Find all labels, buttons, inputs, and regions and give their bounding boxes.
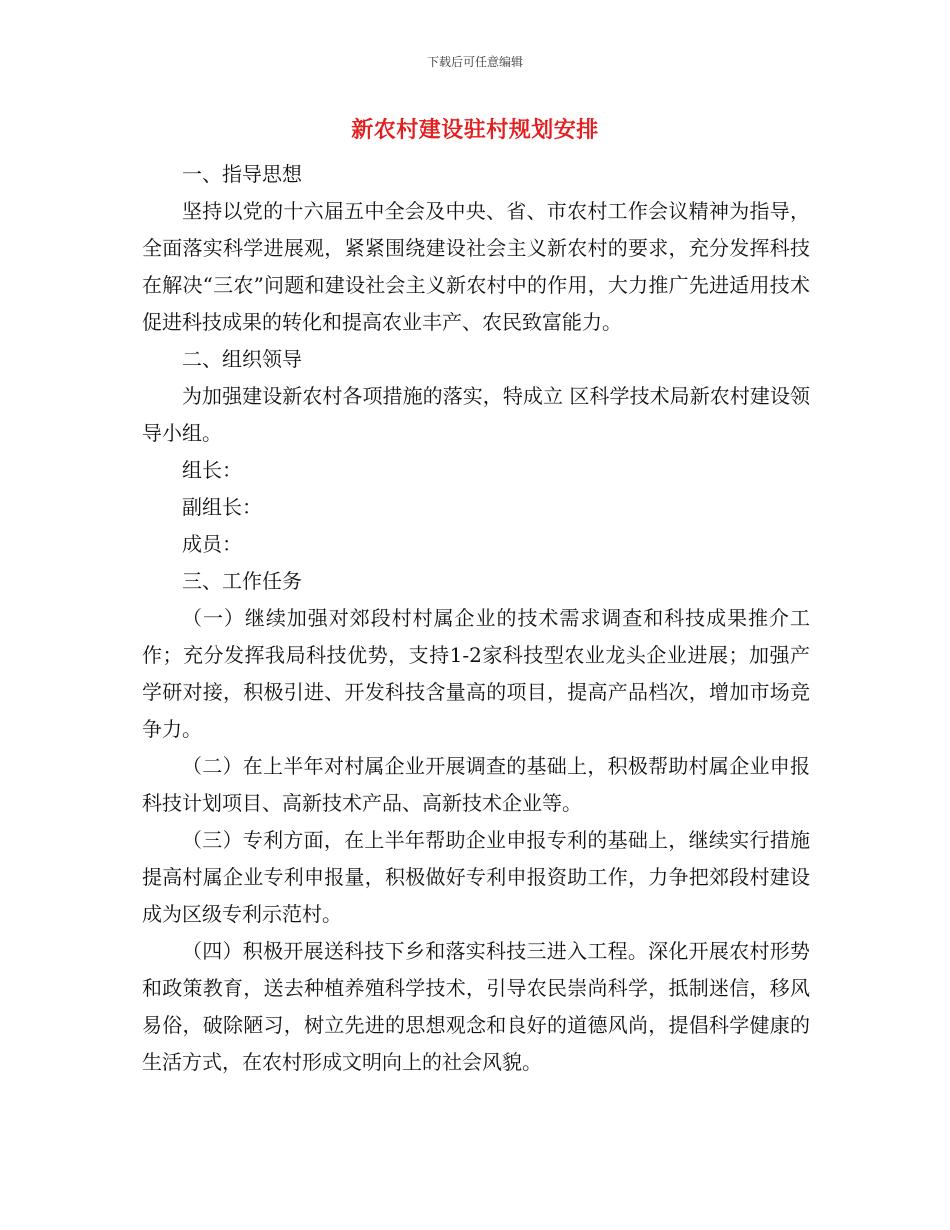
paragraph-guiding-ideology: 坚持以党的十六届五中全会及中央、省、市农村工作会议精神为指导，全面落实科学进展观，紧紧围绕建设社会主义新农村的要求，充分发挥科技在解决“三农”问题和建设社会主义新农村中的作用，大力推广先进适用技术促进科技成果的转化和提高农业丰产、农民致富能力。: [142, 199, 810, 334]
paragraph-organization: 为加强建设新农村各项措施的落实，特成立 区科学技术局新农村建设领导小组。: [142, 384, 810, 445]
task-item-4: （四）积极开展送科技下乡和落实科技三进入工程。深化开展农村形势和政策教育，送去种植养殖科学技术，引导农民崇尚科学，抵制迷信，移风易俗，破除陋习，树立先进的思想观念和良好的道德风尚，提倡科学健康的生活方式，在农村形成文明向上的社会风貌。: [142, 939, 810, 1074]
document-body: [142, 156, 810, 1081]
group-leader-line: 组长：: [182, 458, 242, 482]
deputy-leader-line: 副组长：: [182, 495, 262, 519]
section-heading-guiding-ideology: 一、指导思想: [182, 162, 302, 186]
section-heading-tasks: 三、工作任务: [182, 569, 302, 593]
members-line: 成员：: [182, 532, 242, 556]
header-note: 下载后可任意编辑: [426, 55, 523, 69]
section-heading-organization: 二、组织领导: [182, 347, 302, 371]
document-title: 新农村建设驻村规划安排: [351, 118, 599, 143]
task-item-3: （三）专利方面，在上半年帮助企业申报专利的基础上，继续实行措施提高村属企业专利申报量，积极做好专利申报资助工作，力争把郊段村建设成为区级专利示范村。: [142, 828, 810, 926]
task-item-2: （二）在上半年对村属企业开展调查的基础上，积极帮助村属企业申报科技计划项目、高新技术产品、高新技术企业等。: [142, 754, 810, 815]
task-item-1: （一）继续加强对郊段村村属企业的技术需求调查和科技成果推介工作；充分发挥我局科技优势，支持1-2家科技型农业龙头企业进展；加强产学研对接，积极引进、开发科技含量高的项目，提高产品档次，增加市场竞争力。: [142, 606, 810, 741]
